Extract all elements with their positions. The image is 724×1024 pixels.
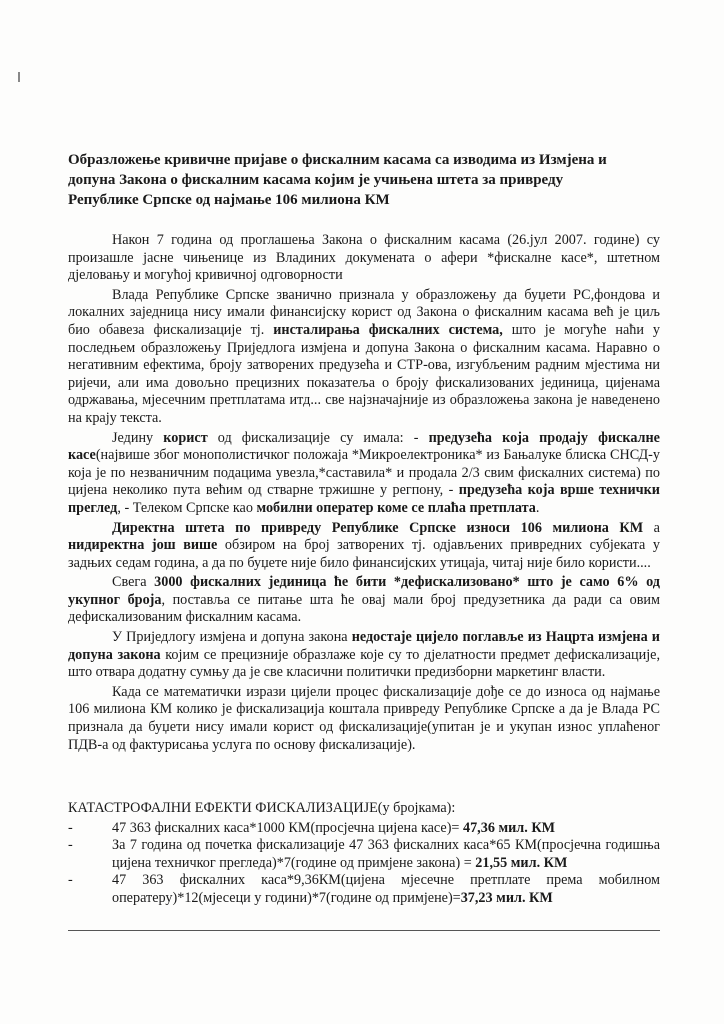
effects-section xyxy=(68,800,660,908)
effects-list xyxy=(68,820,660,908)
body-paragraph xyxy=(68,520,660,573)
list-dash: - xyxy=(68,837,73,854)
bold-text-run: Директна штета по привреду Републике Српске износи 106 милиона КМ xyxy=(112,519,644,536)
text-run: , - Телеком Српске као xyxy=(117,499,257,516)
text-run: Једину xyxy=(112,429,164,446)
text-run: а xyxy=(643,519,660,536)
bold-text-run: 47,36 мил. КМ xyxy=(462,819,556,836)
bold-text-run: недостаје цијело поглавље из Нацрта измјена и допуна закона xyxy=(68,629,660,663)
bold-text-run: мобилни оператер коме се плаћа претплата xyxy=(256,499,536,516)
effects-item xyxy=(68,872,660,907)
list-dash: - xyxy=(68,872,73,889)
text-run: . xyxy=(535,499,540,516)
text-run: 47 363 фискалних каса*1000 КМ(просјечна цијена касе)= xyxy=(112,819,463,836)
document-body xyxy=(68,232,660,754)
body-paragraph xyxy=(68,430,660,518)
effects-heading: КАТАСТРОФАЛНИ ЕФЕКТИ ФИСКАЛИЗАЦИЈЕ(у бројкама): xyxy=(68,800,456,816)
bold-text-run: 3000 фискалних јединица ће бити *дефискализовано* што је само 6% од укупног броја xyxy=(68,574,660,608)
text-run: Када се математички изрази цијели процес фискализације дође се до износа од најмање 106 милиона КМ колико је фискализација коштала привреду Републике Српске а да је Влада РС признала да буџети нису имали корист од фискализације(упитан је и укупан износ уплаћеног ПДВ-а од фактурисања услуга по основу фискализације). xyxy=(68,683,660,753)
body-paragraph xyxy=(68,629,660,682)
effects-item xyxy=(68,820,660,838)
text-run: од фискализације су имала: - xyxy=(207,429,429,446)
text-run: За 7 година од почетка фискализације 47 363 фискалних каса*65 КМ(просјечна годишња цијена техничког прегледа)*7(године од примјене закона) = xyxy=(112,837,660,871)
bold-text-run: предузећа која врше технички преглед xyxy=(68,482,660,516)
body-paragraph xyxy=(68,287,660,428)
document-title: Образложење кривичне пријаве о фискалним касама са изводима из Измјена и допуна Закона о фискалним касама којим је учињена штета за привреду Републике Српске од најмање 106 милиона КМ xyxy=(68,152,607,208)
text-run: Након 7 година од проглашења Закона о фискалним касама (26.јул 2007. године) су произашле јасне чињенице из Владиних докумената о афери *фискалне касе*, штетном дјеловању и могућој кривичној одговорности xyxy=(68,232,660,284)
text-run: Свега xyxy=(112,574,155,591)
text-run: Влада Републике Српске званично признала у образложењу да буџети РС,фондова и локалних заједница нису имали финансијску корист од Закона о фискалним касама већ је циљ био обавеза фискализације тј. xyxy=(68,286,660,338)
text-run: (највише због монополистичког положаја *Микроелектроника* из Бањалуке блиска СНСД-у која је по незваничним подацима увезла,*саставила* и продала 2/3 свим фискалних система) по цијена неколико пута већим од стварне тржишне у регпону, - xyxy=(68,447,660,499)
scan-mark xyxy=(18,72,20,82)
bold-text-run: нидиректна још више xyxy=(68,537,218,554)
bold-text-run: 21,55 мил. КМ xyxy=(475,854,568,871)
bold-text-run: 37,23 мил. КМ xyxy=(460,889,553,906)
text-run: 47 363 фискалних каса*9,36КМ(цијена мјесечне претплате према мобилном оператеру)*12(мјесеци у години)*7(године од примјене)= xyxy=(112,872,660,906)
list-dash: - xyxy=(68,819,73,836)
text-run: обзиром на број затворених тј. одјављених привредних субјеката у задњих седам година, а да по буџете није било финансијских утицаја, читај није било користи.... xyxy=(68,537,660,571)
text-run: што је могуће наћи у последњем образложењу Приједлога измјена и допуна Закона о фискалним касама. Наравно о негативним ефектима, броју затворених предузећа и СТР-ова, изгубљеним радним мјестима ни ријечи, али има довољно прецизних показатеља о броју фискализованих јединица, цијенама одржавања, мјесечним претплатама итд... све најзначајније из образложења закона је наведенено на крају текста. xyxy=(68,321,660,426)
body-paragraph xyxy=(68,684,660,754)
text-run: , поставља се питање шта ће овај мали број предузетника да ради са овим дефискализованим фискалним касама. xyxy=(68,591,660,626)
bold-text-run: корист xyxy=(163,429,208,446)
body-paragraph xyxy=(68,574,660,627)
effects-item xyxy=(68,837,660,872)
text-run: У Приједлогу измјена и допуна закона xyxy=(112,629,352,646)
bottom-rule xyxy=(68,930,660,931)
bold-text-run: предузећа која продају фискалне касе xyxy=(68,429,660,464)
text-run: којим се прецизније образлаже које су то дјелатности предмет дефискализације, што отвара додатну сумњу да је све класични политички предизборни маркетинг власти. xyxy=(68,646,660,681)
bold-text-run: инсталирања фискалних система, xyxy=(273,321,503,338)
body-paragraph xyxy=(68,232,660,285)
